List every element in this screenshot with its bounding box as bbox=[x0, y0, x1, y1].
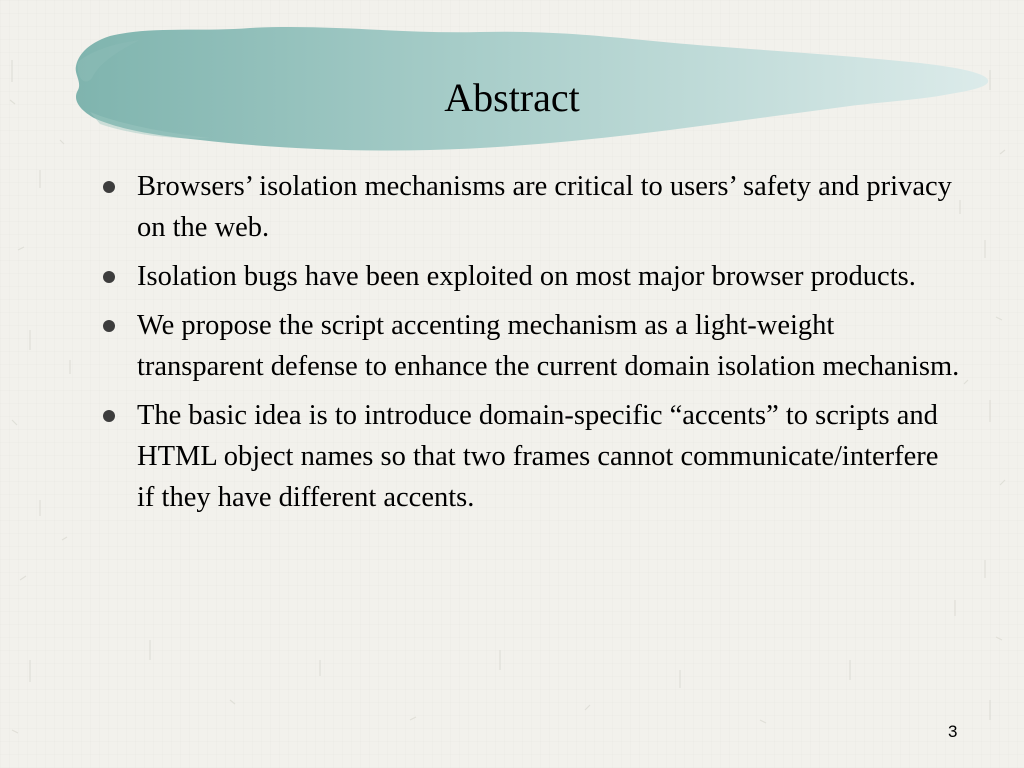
bullet-item bbox=[100, 166, 960, 248]
page-number: 3 bbox=[948, 722, 958, 741]
bullet-item bbox=[100, 395, 960, 518]
bullet-list bbox=[100, 166, 960, 526]
bullet-text: Browsers’ isolation mechanisms are critical to users’ safety and privacy on the web. bbox=[137, 171, 952, 243]
bullet-dot-icon bbox=[103, 181, 115, 193]
bullet-item bbox=[100, 305, 960, 387]
bullet-text: Isolation bugs have been exploited on most major browser products. bbox=[137, 261, 916, 292]
bullet-dot-icon bbox=[103, 271, 115, 283]
slide-title: Abstract bbox=[444, 75, 580, 120]
bullet-dot-icon bbox=[103, 410, 115, 422]
bullet-text: The basic idea is to introduce domain-specific “accents” to scripts and HTML object names so that two frames cannot communicate/interfere if they have different accents. bbox=[137, 400, 939, 513]
bullet-item bbox=[100, 256, 960, 297]
bullet-dot-icon bbox=[103, 320, 115, 332]
bullet-text: We propose the script accenting mechanism as a light-weight transparent defense to enhance the current domain isolation mechanism. bbox=[137, 310, 960, 382]
